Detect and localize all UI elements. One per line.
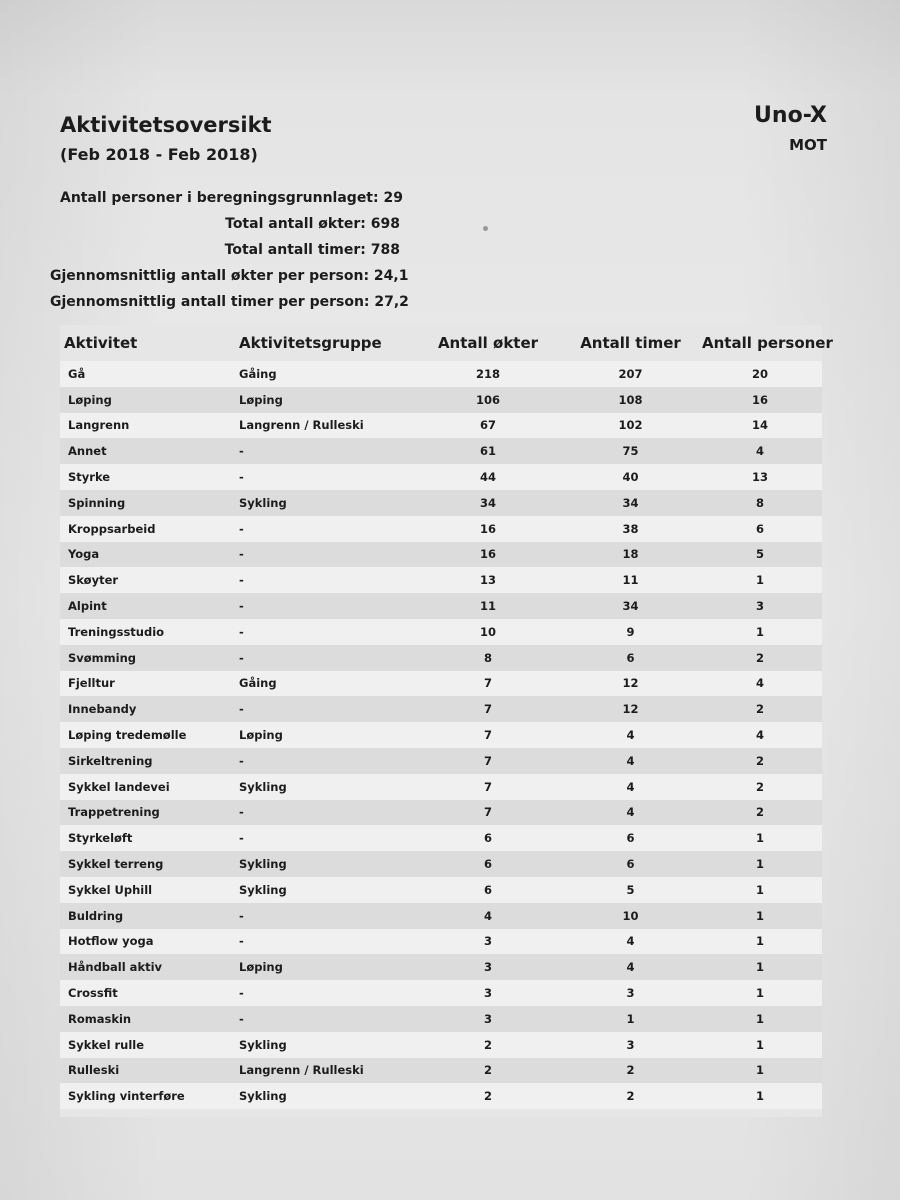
table-row bbox=[60, 722, 822, 748]
activity-cell: Langrenn bbox=[60, 413, 235, 439]
group-cell: - bbox=[235, 903, 413, 929]
group-cell: - bbox=[235, 696, 413, 722]
group-cell: - bbox=[235, 929, 413, 955]
activity-cell: Romaskin bbox=[60, 1006, 235, 1032]
table-row bbox=[60, 542, 822, 568]
sessions-cell: 7 bbox=[413, 671, 563, 697]
hours-cell: 38 bbox=[563, 516, 698, 542]
table-row bbox=[60, 1006, 822, 1032]
table-row bbox=[60, 696, 822, 722]
hours-cell: 75 bbox=[563, 438, 698, 464]
activity-cell: Alpint bbox=[60, 593, 235, 619]
persons-cell: 4 bbox=[698, 722, 822, 748]
table-row bbox=[60, 1058, 822, 1084]
sessions-cell: 3 bbox=[413, 980, 563, 1006]
group-cell: Langrenn / Rulleski bbox=[235, 413, 413, 439]
persons-cell: 2 bbox=[698, 645, 822, 671]
activity-cell: Hotflow yoga bbox=[60, 929, 235, 955]
table-row bbox=[60, 387, 822, 413]
cursor-dot bbox=[483, 226, 488, 231]
sessions-cell: 7 bbox=[413, 696, 563, 722]
table-row bbox=[60, 413, 822, 439]
group-cell: - bbox=[235, 980, 413, 1006]
hours-cell: 4 bbox=[563, 748, 698, 774]
table-row bbox=[60, 800, 822, 826]
report-period: (Feb 2018 - Feb 2018) bbox=[60, 145, 258, 164]
sessions-cell: 2 bbox=[413, 1058, 563, 1084]
activity-cell: Spinning bbox=[60, 490, 235, 516]
activity-cell: Løping tredemølle bbox=[60, 722, 235, 748]
group-cell: Løping bbox=[235, 954, 413, 980]
table-row bbox=[60, 980, 822, 1006]
hours-cell: 6 bbox=[563, 851, 698, 877]
persons-cell: 2 bbox=[698, 696, 822, 722]
persons-cell: 1 bbox=[698, 929, 822, 955]
table-row bbox=[60, 1083, 822, 1109]
activity-cell: Yoga bbox=[60, 542, 235, 568]
table-row bbox=[60, 438, 822, 464]
persons-cell: 8 bbox=[698, 490, 822, 516]
group-cell: - bbox=[235, 516, 413, 542]
group-cell: Sykling bbox=[235, 490, 413, 516]
activity-cell: Buldring bbox=[60, 903, 235, 929]
activity-cell: Crossfit bbox=[60, 980, 235, 1006]
column-header-group: Aktivitetsgruppe bbox=[239, 334, 382, 352]
group-cell: Sykling bbox=[235, 1032, 413, 1058]
sessions-cell: 8 bbox=[413, 645, 563, 671]
activity-cell: Sykkel rulle bbox=[60, 1032, 235, 1058]
column-header-hours: Antall timer bbox=[580, 334, 681, 352]
persons-cell: 4 bbox=[698, 438, 822, 464]
activity-cell: Innebandy bbox=[60, 696, 235, 722]
activity-cell: Skøyter bbox=[60, 567, 235, 593]
table-row bbox=[60, 619, 822, 645]
persons-cell: 3 bbox=[698, 593, 822, 619]
sessions-cell: 2 bbox=[413, 1083, 563, 1109]
activity-cell: Sykkel terreng bbox=[60, 851, 235, 877]
hours-cell: 3 bbox=[563, 1032, 698, 1058]
hours-cell: 12 bbox=[563, 671, 698, 697]
hours-cell: 207 bbox=[563, 361, 698, 387]
sessions-cell: 3 bbox=[413, 929, 563, 955]
group-cell: Løping bbox=[235, 722, 413, 748]
group-cell: - bbox=[235, 800, 413, 826]
persons-cell: 14 bbox=[698, 413, 822, 439]
persons-cell: 2 bbox=[698, 748, 822, 774]
table-row bbox=[60, 774, 822, 800]
hours-cell: 108 bbox=[563, 387, 698, 413]
persons-cell: 16 bbox=[698, 387, 822, 413]
sessions-cell: 7 bbox=[413, 748, 563, 774]
group-cell: Sykling bbox=[235, 774, 413, 800]
table-row bbox=[60, 903, 822, 929]
summary-block bbox=[50, 185, 409, 315]
table-row bbox=[60, 851, 822, 877]
sessions-cell: 67 bbox=[413, 413, 563, 439]
activity-cell: Annet bbox=[60, 438, 235, 464]
table-row bbox=[60, 516, 822, 542]
hours-cell: 11 bbox=[563, 567, 698, 593]
activity-cell: Svømming bbox=[60, 645, 235, 671]
sessions-cell: 7 bbox=[413, 774, 563, 800]
activity-cell: Kroppsarbeid bbox=[60, 516, 235, 542]
group-cell: - bbox=[235, 619, 413, 645]
persons-cell: 1 bbox=[698, 980, 822, 1006]
table-row bbox=[60, 877, 822, 903]
activity-cell: Fjelltur bbox=[60, 671, 235, 697]
sessions-cell: 16 bbox=[413, 516, 563, 542]
report-title: Aktivitetsoversikt bbox=[60, 113, 272, 137]
activity-cell: Gå bbox=[60, 361, 235, 387]
table-row bbox=[60, 954, 822, 980]
hours-cell: 3 bbox=[563, 980, 698, 1006]
hours-cell: 6 bbox=[563, 645, 698, 671]
group-cell: Gåing bbox=[235, 361, 413, 387]
sessions-cell: 6 bbox=[413, 851, 563, 877]
persons-cell: 6 bbox=[698, 516, 822, 542]
hours-cell: 18 bbox=[563, 542, 698, 568]
table-row bbox=[60, 671, 822, 697]
persons-cell: 1 bbox=[698, 1058, 822, 1084]
persons-cell: 1 bbox=[698, 1032, 822, 1058]
hours-cell: 4 bbox=[563, 774, 698, 800]
column-header-activity: Aktivitet bbox=[64, 334, 138, 352]
activity-cell: Rulleski bbox=[60, 1058, 235, 1084]
sessions-cell: 4 bbox=[413, 903, 563, 929]
persons-cell: 1 bbox=[698, 1006, 822, 1032]
persons-cell: 13 bbox=[698, 464, 822, 490]
persons-cell: 5 bbox=[698, 542, 822, 568]
persons-cell: 1 bbox=[698, 1083, 822, 1109]
table-row bbox=[60, 464, 822, 490]
group-cell: - bbox=[235, 567, 413, 593]
group-cell: - bbox=[235, 438, 413, 464]
group-cell: - bbox=[235, 645, 413, 671]
table-row bbox=[60, 1032, 822, 1058]
group-cell: - bbox=[235, 1006, 413, 1032]
table-row bbox=[60, 593, 822, 619]
hours-cell: 2 bbox=[563, 1058, 698, 1084]
group-cell: - bbox=[235, 748, 413, 774]
hours-cell: 10 bbox=[563, 903, 698, 929]
activity-table bbox=[60, 325, 833, 1117]
activity-cell: Trappetrening bbox=[60, 800, 235, 826]
group-cell: - bbox=[235, 542, 413, 568]
activity-cell: Sykkel Uphill bbox=[60, 877, 235, 903]
summary-persons: Antall personer i beregningsgrunnlaget: 29 bbox=[60, 190, 403, 206]
activity-cell: Løping bbox=[60, 387, 235, 413]
persons-cell: 1 bbox=[698, 877, 822, 903]
hours-cell: 9 bbox=[563, 619, 698, 645]
hours-cell: 1 bbox=[563, 1006, 698, 1032]
sessions-cell: 13 bbox=[413, 567, 563, 593]
company-name: Uno-X bbox=[754, 103, 827, 128]
group-cell: Gåing bbox=[235, 671, 413, 697]
summary-avg-hours: Gjennomsnittlig antall timer per person: 27,2 bbox=[50, 294, 409, 310]
persons-cell: 1 bbox=[698, 825, 822, 851]
hours-cell: 2 bbox=[563, 1083, 698, 1109]
table-row bbox=[60, 825, 822, 851]
table-header-row bbox=[60, 325, 822, 361]
sessions-cell: 6 bbox=[413, 825, 563, 851]
table-row bbox=[60, 490, 822, 516]
activity-cell: Sykkel landevei bbox=[60, 774, 235, 800]
hours-cell: 5 bbox=[563, 877, 698, 903]
group-cell: Langrenn / Rulleski bbox=[235, 1058, 413, 1084]
sessions-cell: 44 bbox=[413, 464, 563, 490]
hours-cell: 6 bbox=[563, 825, 698, 851]
company-unit: MOT bbox=[789, 136, 827, 154]
hours-cell: 4 bbox=[563, 929, 698, 955]
hours-cell: 12 bbox=[563, 696, 698, 722]
table-row bbox=[60, 748, 822, 774]
sessions-cell: 6 bbox=[413, 877, 563, 903]
table-row bbox=[60, 929, 822, 955]
sessions-cell: 7 bbox=[413, 722, 563, 748]
sessions-cell: 3 bbox=[413, 1006, 563, 1032]
sessions-cell: 16 bbox=[413, 542, 563, 568]
persons-cell: 20 bbox=[698, 361, 822, 387]
table-row bbox=[60, 361, 822, 387]
group-cell: Sykling bbox=[235, 851, 413, 877]
sessions-cell: 10 bbox=[413, 619, 563, 645]
activity-cell: Styrke bbox=[60, 464, 235, 490]
group-cell: Sykling bbox=[235, 1083, 413, 1109]
activity-cell: Håndball aktiv bbox=[60, 954, 235, 980]
sessions-cell: 7 bbox=[413, 800, 563, 826]
sessions-cell: 34 bbox=[413, 490, 563, 516]
sessions-cell: 2 bbox=[413, 1032, 563, 1058]
summary-total-sessions: Total antall økter: 698 bbox=[225, 216, 400, 232]
activity-cell: Treningsstudio bbox=[60, 619, 235, 645]
activity-cell: Sykling vinterføre bbox=[60, 1083, 235, 1109]
column-header-persons: Antall personer bbox=[702, 334, 833, 352]
summary-total-hours: Total antall timer: 788 bbox=[224, 242, 400, 258]
persons-cell: 2 bbox=[698, 800, 822, 826]
table-row bbox=[60, 645, 822, 671]
group-cell: Sykling bbox=[235, 877, 413, 903]
persons-cell: 1 bbox=[698, 619, 822, 645]
sessions-cell: 3 bbox=[413, 954, 563, 980]
hours-cell: 102 bbox=[563, 413, 698, 439]
persons-cell: 1 bbox=[698, 954, 822, 980]
persons-cell: 2 bbox=[698, 774, 822, 800]
summary-avg-sessions: Gjennomsnittlig antall økter per person: 24,1 bbox=[50, 268, 409, 284]
hours-cell: 4 bbox=[563, 722, 698, 748]
group-cell: - bbox=[235, 825, 413, 851]
hours-cell: 34 bbox=[563, 593, 698, 619]
hours-cell: 34 bbox=[563, 490, 698, 516]
sessions-cell: 61 bbox=[413, 438, 563, 464]
sessions-cell: 218 bbox=[413, 361, 563, 387]
table-row bbox=[60, 567, 822, 593]
group-cell: - bbox=[235, 593, 413, 619]
sessions-cell: 11 bbox=[413, 593, 563, 619]
persons-cell: 1 bbox=[698, 903, 822, 929]
persons-cell: 1 bbox=[698, 567, 822, 593]
column-header-sessions: Antall økter bbox=[437, 334, 539, 352]
hours-cell: 4 bbox=[563, 954, 698, 980]
sessions-cell: 106 bbox=[413, 387, 563, 413]
persons-cell: 1 bbox=[698, 851, 822, 877]
group-cell: - bbox=[235, 464, 413, 490]
activity-cell: Styrkeløft bbox=[60, 825, 235, 851]
persons-cell: 4 bbox=[698, 671, 822, 697]
hours-cell: 4 bbox=[563, 800, 698, 826]
activity-cell: Sirkeltrening bbox=[60, 748, 235, 774]
hours-cell: 40 bbox=[563, 464, 698, 490]
group-cell: Løping bbox=[235, 387, 413, 413]
